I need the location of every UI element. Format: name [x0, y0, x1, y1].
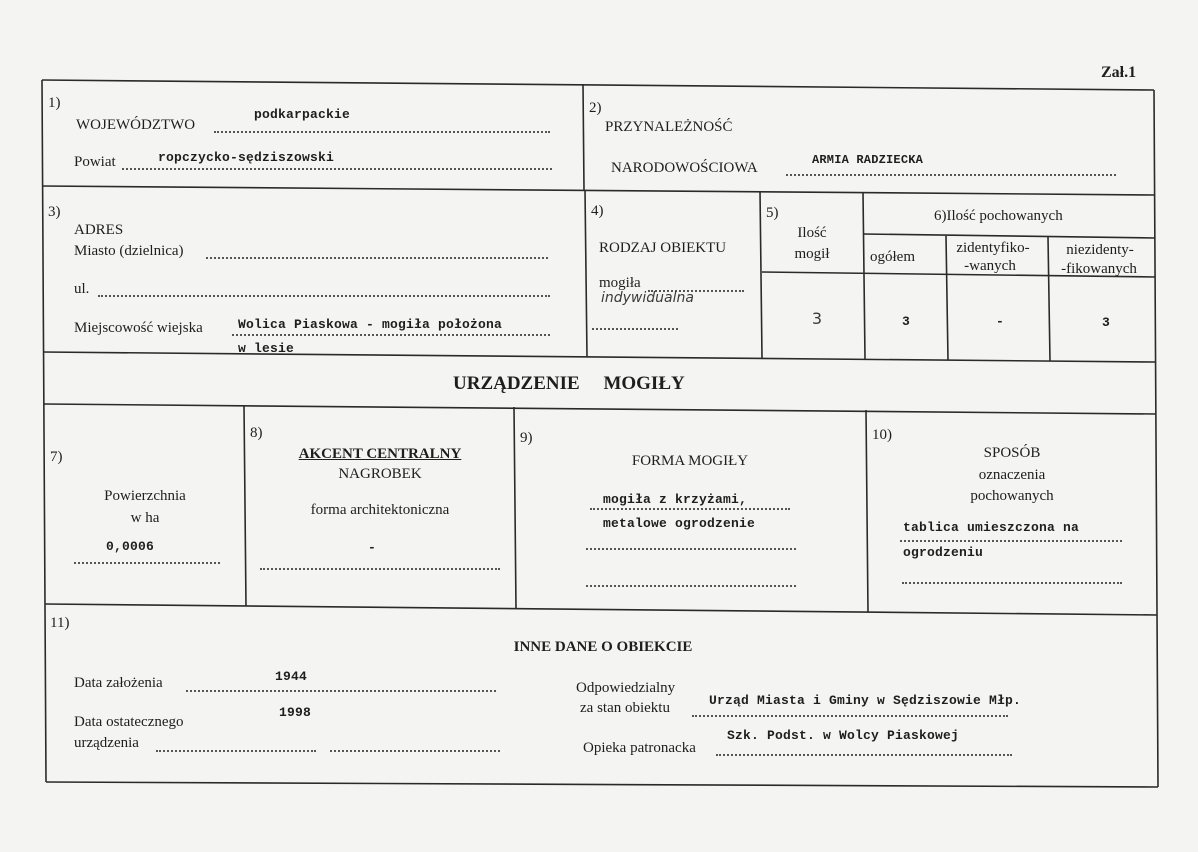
- county-value: ropczycko-sędziszowski: [158, 150, 335, 165]
- col-divider-8-9: [514, 407, 516, 609]
- marking-dots-1: [900, 540, 1122, 542]
- grave-form-dots-1: [590, 508, 790, 510]
- graves-count-label-line2: mogił: [794, 246, 830, 262]
- founded-date-value: 1944: [275, 669, 308, 684]
- buried-identified-header-line2: -wanych: [964, 258, 1016, 274]
- buried-count-header: 6)Ilość pochowanych: [934, 208, 1063, 224]
- founded-date-label: Data założenia: [74, 675, 163, 691]
- row6-header-line: [863, 234, 1155, 238]
- section11-number: 11): [50, 615, 70, 631]
- nationality-dots: [786, 174, 1116, 176]
- tombstone-label: NAGROBEK: [338, 466, 422, 482]
- section4-number: 4): [591, 203, 604, 219]
- founded-date-dots: [186, 690, 496, 692]
- tombstone-value: -: [368, 540, 377, 555]
- street-dots: [98, 295, 550, 297]
- grave-form-label: FORMA MOGIŁY: [631, 453, 749, 469]
- city-label: Miasto (dzielnica): [74, 243, 184, 259]
- tombstone-dots: [260, 568, 500, 570]
- object-type-value: indywidualna: [601, 290, 694, 306]
- section7-number: 7): [50, 449, 63, 465]
- row3-divider: [44, 404, 1156, 414]
- patronage-label: Opieka patronacka: [583, 740, 696, 756]
- area-label-line2: w ha: [130, 510, 160, 526]
- final-date-value: 1998: [279, 705, 312, 720]
- village-value-line1: Wolica Piaskowa - mogiła położona: [238, 317, 503, 332]
- buried-total-value: 3: [901, 314, 911, 329]
- section9-number: 9): [520, 430, 533, 446]
- county-dots: [122, 168, 552, 170]
- section3-number: 3): [48, 204, 61, 220]
- responsible-label-line2: za stan obiektu: [580, 700, 670, 716]
- frame-top-line: [42, 80, 1154, 90]
- county-label: Powiat: [74, 154, 116, 170]
- section1-number: 1): [48, 95, 61, 111]
- village-value-line2: w lesie: [238, 341, 295, 356]
- section-title: URZĄDZENIE MOGIŁY: [453, 373, 685, 394]
- address-label: ADRES: [74, 222, 124, 238]
- area-dots: [74, 562, 220, 564]
- final-date-dots-2: [330, 750, 500, 752]
- final-date-label-line1: Data ostatecznego: [74, 714, 184, 730]
- marking-label-line2: oznaczenia: [978, 467, 1046, 483]
- responsible-value: Urząd Miasta i Gminy w Sędziszowie Młp.: [709, 693, 1022, 708]
- buried-total-header: ogółem: [870, 249, 915, 265]
- nationality-label-line1: PRZYNALEŻNOŚĆ: [605, 119, 733, 135]
- grave-form-value-line1: mogiła z krzyżami,: [603, 492, 748, 507]
- nationality-value: ARMIA RADZIECKA: [812, 153, 924, 167]
- graves-count-value: 3: [811, 309, 823, 328]
- grave-form-value-line2: metalowe ogrodzenie: [603, 516, 756, 531]
- nationality-label-line2: NARODOWOŚCIOWA: [611, 160, 758, 176]
- row2-divider: [43, 352, 1155, 362]
- attachment-label: Zał.1: [1101, 64, 1137, 81]
- col-divider-6a-6b: [946, 236, 948, 360]
- village-dots: [232, 334, 550, 336]
- marking-dots-2: [902, 582, 1122, 584]
- object-type-dots-2: [592, 328, 678, 330]
- buried-identified-header-line1: zidentyfiko-: [956, 240, 1030, 256]
- responsible-label-line1: Odpowiedzialny: [576, 680, 676, 696]
- section5-number: 5): [766, 205, 779, 221]
- col-divider-6b-6c: [1048, 237, 1050, 361]
- area-label-line1: Powierzchnia: [104, 488, 186, 504]
- responsible-dots: [692, 715, 1008, 717]
- marking-label-line1: SPOSÓB: [983, 445, 1041, 461]
- col-divider-7-8: [244, 405, 246, 606]
- section10-number: 10): [872, 427, 892, 443]
- buried-unidentified-value: 3: [1101, 315, 1111, 330]
- buried-identified-value: -: [995, 314, 1005, 329]
- voivodeship-label: WOJEWÓDZTWO: [76, 117, 196, 133]
- marking-value-line2: ogrodzeniu: [903, 545, 984, 560]
- row4-divider: [45, 604, 1157, 615]
- grave-form-dots-3: [586, 585, 796, 587]
- frame-bottom-line: [46, 782, 1158, 787]
- section2-number: 2): [589, 100, 602, 116]
- row1-divider: [42, 186, 1155, 195]
- central-accent-label: AKCENT CENTRALNY: [298, 446, 462, 462]
- section8-number: 8): [250, 425, 263, 441]
- final-date-label-line2: urządzenia: [74, 735, 139, 751]
- col-divider-5-6: [863, 192, 865, 359]
- graves-count-label-line1: Ilość: [797, 225, 827, 241]
- city-dots: [206, 257, 548, 259]
- grave-form-dots-2: [586, 548, 796, 550]
- voivodeship-dots: [214, 131, 550, 133]
- col-divider-3-4: [585, 190, 587, 357]
- col-divider-4-5: [760, 191, 762, 358]
- area-value: 0,0006: [106, 539, 155, 554]
- marking-label-line3: pochowanych: [970, 488, 1054, 504]
- street-label: ul.: [74, 281, 90, 297]
- col-divider-9-10: [866, 410, 868, 612]
- col-divider-1-2: [583, 84, 584, 190]
- other-data-title: INNE DANE O OBIEKCIE: [513, 639, 693, 655]
- village-label: Miejscowość wiejska: [74, 320, 203, 336]
- buried-unidentified-header-line1: niezidenty-: [1066, 242, 1134, 258]
- buried-unidentified-header-line2: -fikowanych: [1061, 261, 1137, 277]
- final-date-dots-1: [156, 750, 316, 752]
- object-type-label: RODZAJ OBIEKTU: [599, 240, 727, 256]
- voivodeship-value: podkarpackie: [254, 107, 351, 122]
- marking-value-line1: tablica umieszczona na: [903, 520, 1080, 535]
- architectural-form-label: forma architektoniczna: [310, 502, 450, 518]
- patronage-value: Szk. Podst. w Wolcy Piaskowej: [727, 728, 960, 743]
- object-type-grave-label: mogiła: [599, 275, 641, 291]
- patronage-dots: [716, 754, 1012, 756]
